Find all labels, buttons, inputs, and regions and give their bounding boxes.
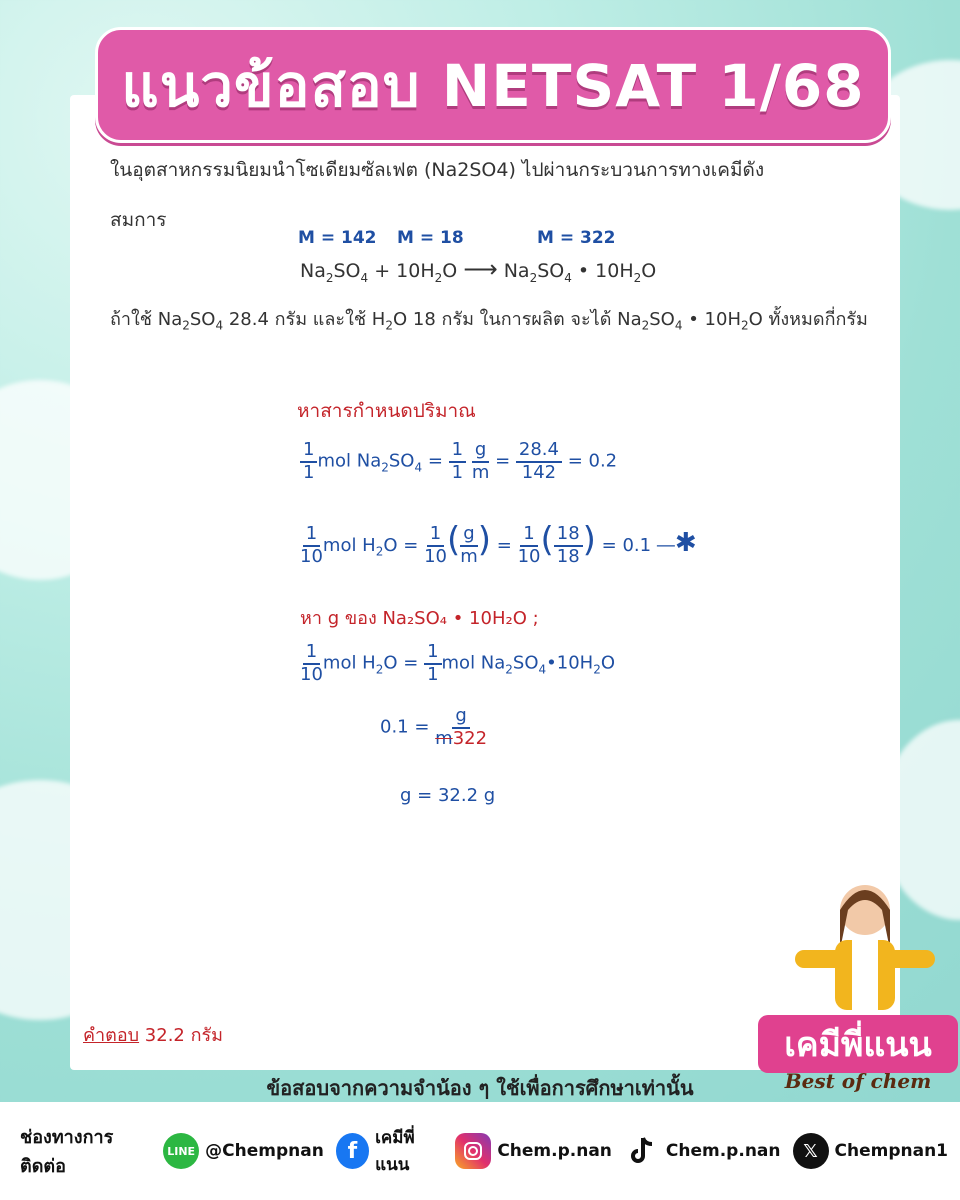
solution-step-2: $\frac{1}{10}$ mol $H_2O$ = $\frac{1}{10}$ ( $\frac{g}{m}$ ) = $\frac{1}{10}$ ( $\frac{18}{18}$ ) = 0.1 ―✱ xyxy=(300,520,697,567)
content-card xyxy=(70,95,900,1070)
facebook-contact[interactable]: f เคมีพี่แนน xyxy=(336,1124,443,1178)
tiktok-icon xyxy=(624,1133,660,1169)
solution-step-1: $\frac{1}{1}$ mol $Na_2SO_4$ = $\frac{1}{1}$ $\frac{g}{m}$ = $\frac{28.4}{142}$ = 0.2 xyxy=(300,440,617,483)
question-ask: ถ้าใช้ $Na_2SO_4$ 28.4 กรัม และใช้ $H_2O$ 18 กรัม ในการผลิต จะได้ $Na_2SO_4$ • $10H_2O$ ทั้งหมดกี่กรัม xyxy=(110,309,868,333)
question-line-2: สมการ xyxy=(110,209,167,231)
chemical-equation: $Na_2SO_4 + 10H_2O$ ⟶ $Na_2SO_4$ • $10H_2O$ xyxy=(300,255,657,285)
contact-label: ช่องทางการติดต่อ xyxy=(20,1127,114,1177)
tiktok-contact[interactable]: Chem.p.nan xyxy=(624,1133,781,1169)
brand-logo: เคมีพี่แนน Best of chem xyxy=(758,1015,958,1095)
instagram-icon xyxy=(455,1133,491,1169)
line-contact[interactable]: LINE @Chempnan xyxy=(163,1133,324,1169)
disclaimer: ข้อสอบจากความจำน้อง ๆ ใช้เพื่อการศึกษาเท่านั้น xyxy=(266,1076,694,1100)
footer-contacts xyxy=(0,1102,960,1200)
x-contact[interactable]: 𝕏 Chempnan1 xyxy=(793,1133,949,1169)
solution-heading-mass: หา g ของ Na₂SO₄ • 10H₂O ; xyxy=(300,608,539,629)
presenter-illustration xyxy=(790,870,940,1020)
solution-step-3: $\frac{1}{10}$ mol $H_2O$ = $\frac{1}{1}$ mol $Na_2SO_4•10H_2O$ xyxy=(300,641,616,685)
molar-mass-product: M = 322 xyxy=(537,228,616,248)
instagram-contact[interactable]: Chem.p.nan xyxy=(455,1133,612,1169)
answer-value: 32.2 กรัม xyxy=(139,1025,224,1046)
title-banner xyxy=(95,27,891,143)
answer xyxy=(83,1020,223,1049)
x-icon: 𝕏 xyxy=(793,1133,829,1169)
facebook-icon: f xyxy=(336,1133,369,1169)
solution-step-5: g = 32.2 g xyxy=(400,785,496,806)
question-line-1: ในอุตสาหกรรมนิยมนำโซเดียมซัลเฟต (Na2SO4) ไปผ่านกระบวนการทางเคมีดัง xyxy=(110,159,765,181)
page-title: แนวข้อสอบ NETSAT 1/68 xyxy=(121,51,865,120)
molar-mass-reactant-1: M = 142 xyxy=(298,228,377,248)
solution-step-4: 0.1 = $\frac{g}{m322}$ xyxy=(380,705,488,749)
answer-label: คำตอบ xyxy=(83,1025,140,1046)
solution-heading-limiting: หาสารกำหนดปริมาณ xyxy=(297,400,476,422)
line-icon: LINE xyxy=(163,1133,199,1169)
molar-mass-reactant-2: M = 18 xyxy=(397,228,464,248)
